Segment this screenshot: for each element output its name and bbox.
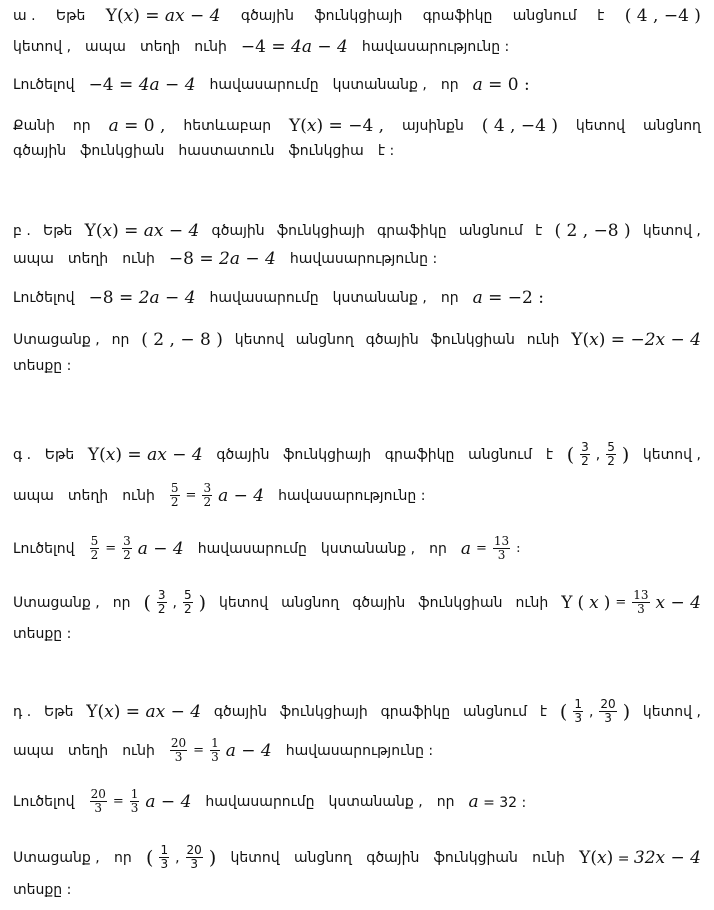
function-expression: Y(x) = −4 , — [289, 116, 385, 136]
result-value: a = $\frac{13}{3}$ : — [460, 534, 521, 562]
equation: $\frac{5}{2}$ = $\frac{3}{2}$ a − 4 — [170, 481, 265, 509]
word: ունի — [526, 332, 560, 348]
part-b-line-5 — [13, 358, 701, 374]
word: Լուծելով — [13, 540, 75, 557]
word: հավասարությունը : — [278, 487, 426, 504]
word: որ — [440, 77, 459, 93]
part-a-line-4 — [13, 116, 701, 136]
part-d-line-3 — [13, 788, 701, 815]
word: տեսքը : — [13, 358, 72, 374]
word: Լուծելով — [13, 77, 75, 93]
part-b-line-3 — [13, 288, 701, 308]
word: անցնում — [468, 446, 533, 463]
part-c-line-5 — [13, 626, 701, 642]
part-a-line-1 — [13, 6, 701, 26]
word: Ստացանք , — [13, 849, 100, 866]
word: հավասարությունը : — [361, 39, 510, 55]
word: կետով , — [642, 223, 701, 239]
part-a-line-3 — [13, 75, 701, 95]
word: ապա — [13, 487, 54, 504]
point-coordinates: ( 2 , −8 ) — [554, 221, 631, 241]
part-label-b: բ . — [13, 223, 31, 239]
word: կետով , — [13, 39, 72, 55]
point-coordinates: ( 2 , − 8 ) — [141, 330, 223, 350]
equation: $\frac{20}{3}$ = $\frac{1}{3}$ a − 4 — [170, 736, 272, 764]
equation: $\frac{20}{3}$ = $\frac{1}{3}$ a − 4 — [90, 787, 192, 815]
word: Ստացանք , — [13, 332, 100, 348]
word: անցնում — [458, 223, 523, 239]
word: անցնող — [295, 332, 354, 348]
word: որ — [429, 540, 447, 557]
word: անցնում — [512, 8, 577, 24]
word: ապա — [13, 742, 54, 759]
word: գրաֆիկը — [384, 446, 455, 463]
function-expression: Y(x) = ax − 4 — [84, 221, 200, 241]
part-b-line-4 — [13, 330, 701, 350]
word: ունի — [532, 849, 565, 866]
word: Լուծելով — [13, 290, 75, 306]
word: ֆունկցիան — [418, 594, 503, 611]
word: կետով — [219, 594, 269, 611]
part-d-line-5 — [13, 882, 701, 898]
part-a-line-2 — [13, 37, 701, 57]
equation: −8 = 2a − 4 — [168, 249, 276, 269]
word: է — [539, 703, 548, 720]
part-label-a: ա . — [13, 8, 36, 24]
word: գրաֆիկը — [380, 703, 451, 720]
word: հավասարումը — [209, 77, 319, 93]
word: հավասարությունը : — [289, 251, 438, 267]
word: կետով , — [642, 703, 701, 720]
word: հավասարությունը : — [285, 742, 434, 759]
point-coordinates: ( $\frac{3}{2}$ , $\frac{5}{2}$ ) — [566, 440, 630, 468]
word: կստանանք , — [332, 77, 427, 93]
part-c-line-1 — [13, 441, 701, 468]
word: տեղի — [67, 742, 109, 759]
word: անցնող — [642, 118, 701, 134]
equation: −4 = 4a − 4 — [240, 37, 348, 57]
word: կետով , — [642, 446, 701, 463]
equation: $\frac{5}{2}$ = $\frac{3}{2}$ a − 4 — [90, 534, 184, 562]
equation: −8 = 2a − 4 — [88, 288, 196, 308]
result-value: a = −2 : — [472, 288, 544, 308]
part-d-line-4 — [13, 844, 701, 871]
word: անցնող — [293, 849, 352, 866]
point-coordinates: ( $\frac{3}{2}$ , $\frac{5}{2}$ ) — [143, 588, 207, 616]
word: տեղի — [67, 251, 109, 267]
word: Ստացանք , — [13, 594, 100, 611]
word: ունի — [122, 251, 155, 267]
word: է — [545, 446, 554, 463]
word: գծային — [211, 223, 265, 239]
word: ֆունկցիայի — [279, 703, 368, 720]
word: որ — [111, 332, 130, 348]
point-coordinates: ( $\frac{1}{3}$ , $\frac{20}{3}$ ) — [559, 697, 631, 725]
function-expression: Y(x) = 32x − 4 — [579, 847, 701, 868]
function-expression: Y(x) = ax − 4 — [87, 444, 203, 465]
function-expression: Y(x) = ax − 4 — [105, 6, 221, 26]
word: որ — [72, 118, 91, 134]
equation: −4 = 4a − 4 — [88, 75, 196, 95]
part-d-line-2 — [13, 737, 701, 764]
part-c-line-3 — [13, 535, 701, 562]
word: տեղի — [67, 487, 109, 504]
word: հավասարումը — [197, 540, 307, 557]
result-value: a = 32 : — [468, 791, 527, 812]
part-b-line-2 — [13, 249, 701, 269]
word: Լուծելով — [13, 793, 75, 810]
word: որ — [114, 849, 132, 866]
word: որ — [112, 594, 131, 611]
word: գծային — [216, 446, 270, 463]
function-expression: Y ( x ) = $\frac{13}{3}$ x − 4 — [561, 588, 701, 616]
word: է : — [377, 143, 395, 159]
part-c-line-4 — [13, 589, 701, 616]
word: որ — [436, 793, 455, 810]
word: կստանանք , — [332, 290, 427, 306]
word: ֆունկցիայի — [283, 446, 372, 463]
point-coordinates: ( $\frac{1}{3}$ , $\frac{20}{3}$ ) — [146, 843, 217, 871]
word: կետով — [234, 332, 284, 348]
word: ֆունկցիայի — [314, 8, 403, 24]
part-label-d: դ . — [13, 703, 32, 720]
word: Եթե — [44, 703, 74, 720]
word: ֆունկցիան — [433, 849, 518, 866]
word: կստանանք , — [320, 540, 416, 557]
word: է — [597, 8, 605, 24]
word: հավասարումը — [205, 793, 315, 810]
word: գծային — [13, 143, 67, 159]
word: ֆունկցիան — [430, 332, 515, 348]
word: գծային — [240, 8, 294, 24]
word: ապա — [13, 251, 54, 267]
word: ֆունկցիան — [80, 143, 165, 159]
word: ունի — [515, 594, 549, 611]
result-value: a = 0 , — [108, 116, 166, 136]
word: տեղի — [139, 39, 181, 55]
word: ունի — [122, 742, 155, 759]
word: ֆունկցիա — [288, 143, 364, 159]
result-value: a = 0 : — [472, 75, 530, 95]
point-coordinates: ( 4 , −4 ) — [624, 6, 701, 26]
word: այսինքն — [402, 118, 464, 134]
word: կետով — [230, 849, 280, 866]
word: գծային — [213, 703, 267, 720]
part-d-line-1 — [13, 698, 701, 725]
part-label-c: գ . — [13, 446, 32, 463]
word: տեսքը : — [13, 882, 72, 898]
point-coordinates: ( 4 , −4 ) — [481, 116, 558, 136]
word: Եթե — [42, 223, 73, 239]
word: գծային — [352, 594, 406, 611]
word: կետով — [575, 118, 626, 134]
word: գծային — [365, 332, 419, 348]
word: գրաֆիկը — [422, 8, 493, 24]
word: որ — [440, 290, 459, 306]
part-b-line-1 — [13, 221, 701, 241]
word: ունի — [194, 39, 227, 55]
word: է — [535, 223, 543, 239]
part-a-line-5 — [13, 143, 701, 159]
word: ֆունկցիայի — [276, 223, 365, 239]
word: տեսքը : — [13, 626, 72, 642]
word: հավասարումը — [209, 290, 319, 306]
word: կստանանք , — [328, 793, 423, 810]
word: Եթե — [44, 446, 75, 463]
word: ունի — [122, 487, 155, 504]
function-expression: Y(x) = −2x − 4 — [571, 330, 701, 350]
function-expression: Y(x) = ax − 4 — [86, 701, 202, 722]
word: Քանի — [13, 118, 55, 134]
part-c-line-2 — [13, 482, 701, 509]
word: անցնող — [281, 594, 340, 611]
word: հետևաբար — [183, 118, 272, 134]
word: անցնում — [462, 703, 528, 720]
word: գրաֆիկը — [377, 223, 447, 239]
word: Եթե — [55, 8, 86, 24]
word: ապա — [85, 39, 126, 55]
word: գծային — [366, 849, 420, 866]
word: հաստատուն — [178, 143, 275, 159]
